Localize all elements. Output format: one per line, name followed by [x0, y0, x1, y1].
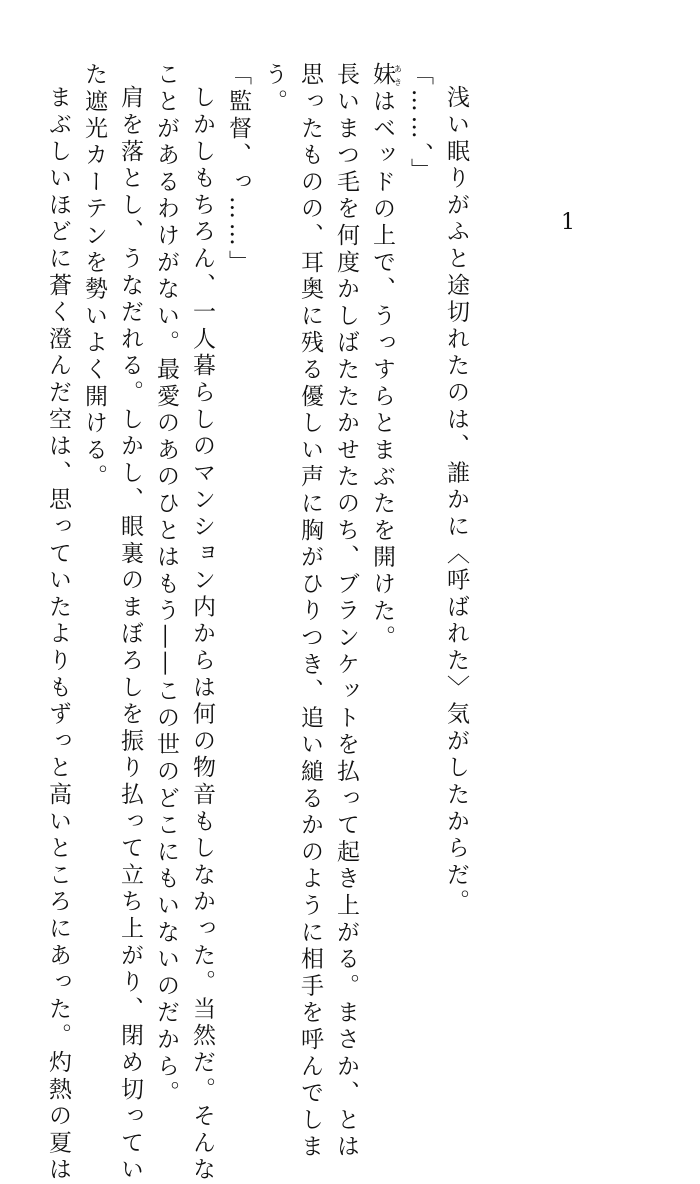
- vertical-text-body: [40, 62, 474, 1184]
- text-line-4: 長いまつ毛を何度かしばたたかせたのち、ブランケットを払って起き上がる。まさか、とは: [333, 62, 359, 1161]
- text-line-10: 肩を落とし、うなだれる。しかし、眼裏のまぼろしを振り払って立ち上がり、閉め切ってい: [117, 85, 143, 1184]
- text-line-7: 「監督、っ……」: [225, 62, 251, 277]
- text-line-5: 思ったものの、耳奥に残る優しい声に胸がひりつき、追い縋るかのように相手を呼んでしま: [297, 62, 323, 1161]
- text-line-12: まぶしいほどに蒼く澄んだ空は、思っていたよりもずっと高いところにあった。灼熱の夏は: [45, 85, 71, 1184]
- text-line-2: 「……、」: [407, 62, 433, 185]
- text-line-1: 浅い眠りがふと途切れたのは、誰かに〈呼ばれた〉気がしたからだ。: [443, 85, 469, 916]
- chapter-number: 1: [561, 210, 575, 235]
- text-line-8: しかしもちろん、一人暮らしのマンション内からは何の物音もしなかった。当然だ。そんな: [189, 85, 215, 1184]
- ruby-aki: 妹あき: [369, 62, 403, 89]
- text-line-6: う。: [261, 62, 287, 116]
- text-line-9: ことがあるわけがない。最愛のあのひとはもう――この世のどこにもいないのだから。: [153, 62, 179, 1108]
- text-line-3: 妹あきはベッドの上で、うっすらとまぶたを開けた。: [369, 62, 403, 652]
- text-line-11: た遮光カーテンを勢いよく開ける。: [81, 62, 107, 491]
